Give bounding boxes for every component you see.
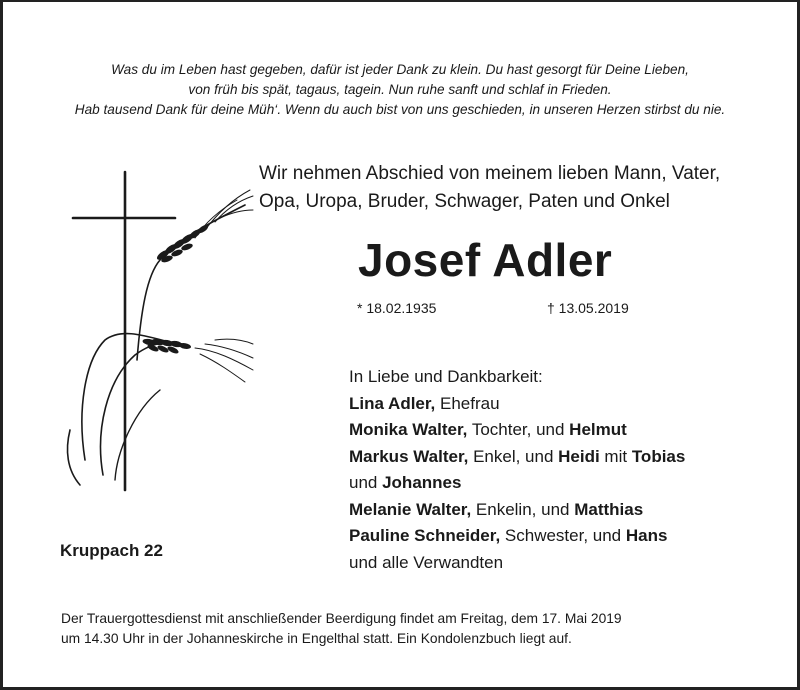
mourners-heading: In Liebe und Dankbarkeit: bbox=[349, 367, 543, 386]
mourner-name: Pauline Schneider, bbox=[349, 526, 501, 545]
mourner-child: Tobias bbox=[631, 446, 686, 466]
farewell-intro bbox=[259, 160, 720, 216]
mourner-relation: Ehefrau bbox=[435, 393, 500, 413]
funeral-service-note bbox=[61, 609, 622, 649]
mourner-partner: Helmut bbox=[569, 420, 627, 439]
mourner-partner: Hans bbox=[625, 526, 668, 545]
mourner-row bbox=[349, 497, 685, 524]
intro-line: Wir nehmen Abschied von meinem lieben Mann, Vater, bbox=[259, 163, 721, 184]
mourner-name: Monika Walter, bbox=[349, 420, 468, 439]
mourner-connector: mit bbox=[599, 446, 632, 466]
death-date: † 13.05.2019 bbox=[547, 300, 629, 316]
mourner-name: Lina Adler, bbox=[349, 393, 436, 413]
mourner-row bbox=[349, 523, 685, 550]
poem-line: Hab tausend Dank für deine Müh‘. Wenn du auch bist von uns geschieden, in unseren Herzen stirbst du nie. bbox=[74, 102, 726, 117]
mourner-relation: Schwester, und bbox=[500, 526, 626, 545]
poem-line: von früh bis spät, tagaus, tagein. Nun ruhe sanft und schlaf in Frieden. bbox=[188, 82, 612, 97]
mourner-row bbox=[349, 417, 685, 444]
mourner-row: und alle Verwandten bbox=[349, 552, 504, 572]
poem-line: Was du im Leben hast gegeben, dafür ist jeder Dank zu klein. Du hast gesorgt für Deine Lieben, bbox=[111, 62, 689, 77]
mourner-relation: Enkelin, und bbox=[471, 499, 575, 519]
cross-with-wheat-icon bbox=[55, 160, 255, 500]
address: Kruppach 22 bbox=[60, 541, 163, 560]
mourner-child: Johannes bbox=[382, 473, 462, 492]
service-line: um 14.30 Uhr in der Johanneskirche in Engelthal statt. Ein Kondolenzbuch liegt auf. bbox=[61, 631, 572, 646]
birth-date: * 18.02.1935 bbox=[357, 300, 437, 316]
mourners-list bbox=[349, 364, 685, 576]
mourner-partner: Heidi bbox=[558, 446, 600, 466]
mourner-row bbox=[349, 444, 685, 471]
mourner-relation: Enkel, und bbox=[468, 446, 559, 466]
intro-line: Opa, Uropa, Bruder, Schwager, Paten und Onkel bbox=[259, 191, 670, 212]
mourner-name: Markus Walter, bbox=[349, 446, 469, 466]
mourner-relation: Tochter, und bbox=[467, 420, 570, 439]
mourner-row bbox=[349, 470, 685, 497]
mourner-row bbox=[349, 391, 685, 418]
mourner-partner: Matthias bbox=[574, 499, 644, 519]
mourner-connector: und bbox=[349, 473, 383, 492]
service-line: Der Trauergottesdienst mit anschließender Beerdigung findet am Freitag, dem 17. Mai 2019 bbox=[61, 611, 622, 626]
mourner-name: Melanie Walter, bbox=[349, 499, 472, 519]
memorial-poem bbox=[20, 60, 780, 120]
deceased-name: Josef Adler bbox=[358, 234, 613, 286]
